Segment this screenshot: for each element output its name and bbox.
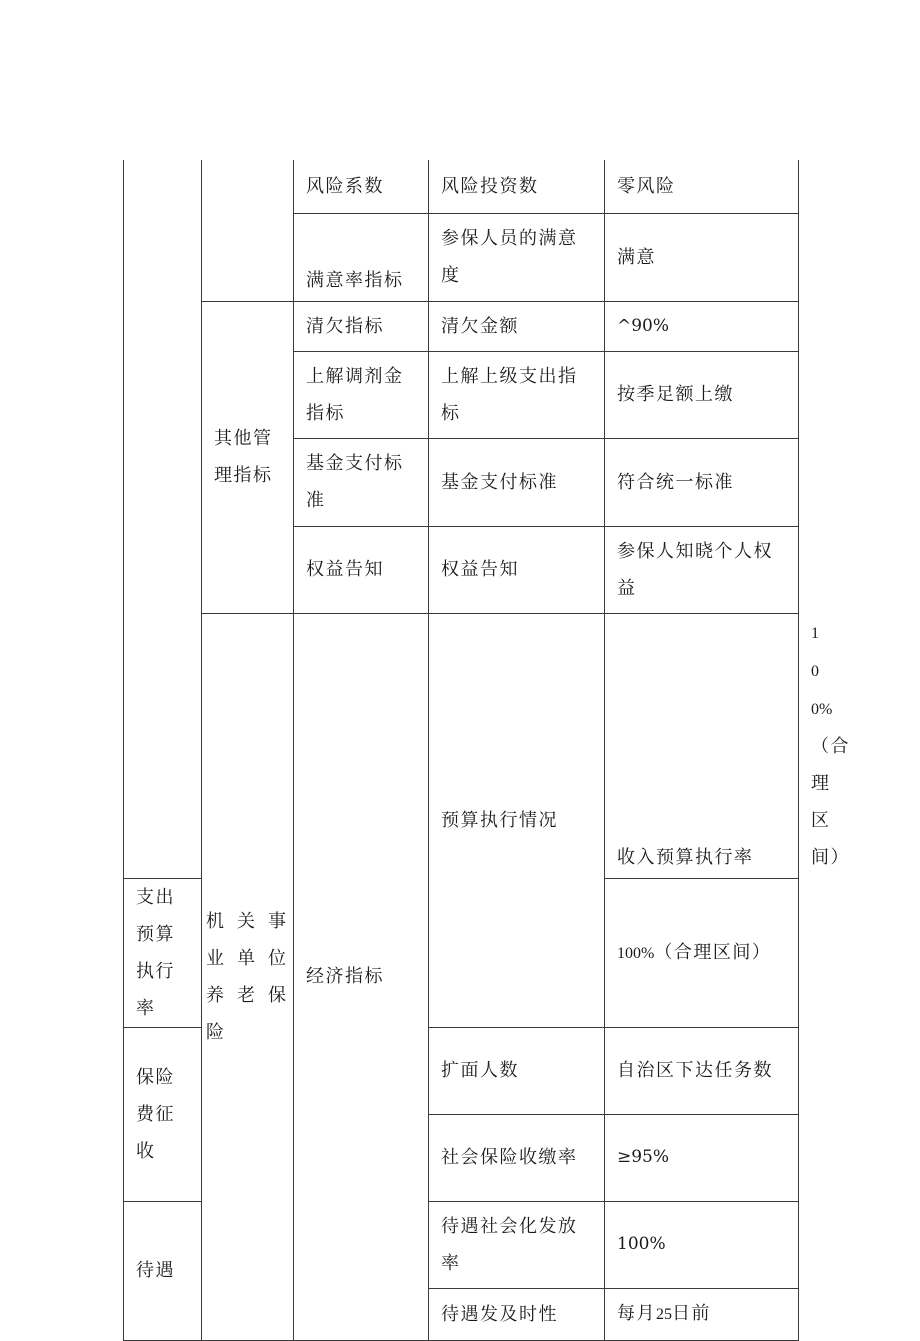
item-cell: 清欠指标 — [294, 301, 429, 351]
indicator-cell: 参保人员的满意度 — [429, 213, 605, 301]
value-number: 100% — [617, 944, 655, 962]
item-cell: 风险系数 — [294, 160, 429, 213]
table-row — [124, 160, 799, 213]
value-cell: 符合统一标准 — [605, 438, 799, 526]
item-cell: 权益告知 — [294, 526, 429, 613]
indicator-cell: 风险投资数 — [429, 160, 605, 213]
indicator-cell: 待遇社会化发放率 — [429, 1201, 605, 1288]
value-cell — [605, 878, 799, 1027]
value-text: （合理区间） — [654, 941, 772, 963]
value-number: 100% — [811, 624, 833, 718]
category-cell — [202, 613, 294, 1340]
indicator-cell: 清欠金额 — [429, 301, 605, 351]
group-cell: 经济指标 — [294, 613, 429, 1340]
item-cell: 基金支付标准 — [294, 438, 429, 526]
group-cell: 其他管理指标 — [202, 301, 294, 613]
value-cell: ^90% — [605, 301, 799, 351]
value-cell: 100% — [605, 1201, 799, 1288]
category-cell-continued — [124, 160, 202, 878]
indicator-cell: 扩面人数 — [429, 1027, 605, 1114]
table-row — [124, 613, 799, 878]
indicator-cell: 基金支付标准 — [429, 438, 605, 526]
indicator-cell: 支出预算执行率 — [124, 878, 202, 1027]
value-suffix: 日前 — [672, 1303, 711, 1324]
value-number: 25 — [656, 1306, 672, 1323]
value-cell: ≥95% — [605, 1114, 799, 1201]
value-cell: 自治区下达任务数 — [605, 1027, 799, 1114]
item-cell: 上解调剂金指标 — [294, 351, 429, 438]
category-label: 机关事业单位养老保险 — [206, 910, 289, 1043]
value-cell — [605, 1288, 799, 1340]
indicator-cell: 权益告知 — [429, 526, 605, 613]
indicator-cell: 上解上级支出指标 — [429, 351, 605, 438]
value-cell: 按季足额上缴 — [605, 351, 799, 438]
value-cell: 参保人知晓个人权益 — [605, 526, 799, 613]
item-cell: 待遇 — [124, 1201, 202, 1340]
item-cell: 满意率指标 — [294, 213, 429, 301]
indicator-cell: 收入预算执行率 — [605, 613, 799, 878]
item-cell: 保险费征收 — [124, 1027, 202, 1201]
value-cell: 满意 — [605, 213, 799, 301]
value-prefix: 每月 — [617, 1303, 656, 1324]
value-cell: 零风险 — [605, 160, 799, 213]
group-cell-continued — [202, 160, 294, 301]
item-cell: 预算执行情况 — [429, 613, 605, 1027]
indicator-cell: 社会保险收缴率 — [429, 1114, 605, 1201]
indicator-table — [123, 160, 850, 1341]
indicator-cell: 待遇发及时性 — [429, 1288, 605, 1340]
table-row — [124, 301, 799, 351]
value-text: （合理区间） — [811, 735, 850, 868]
